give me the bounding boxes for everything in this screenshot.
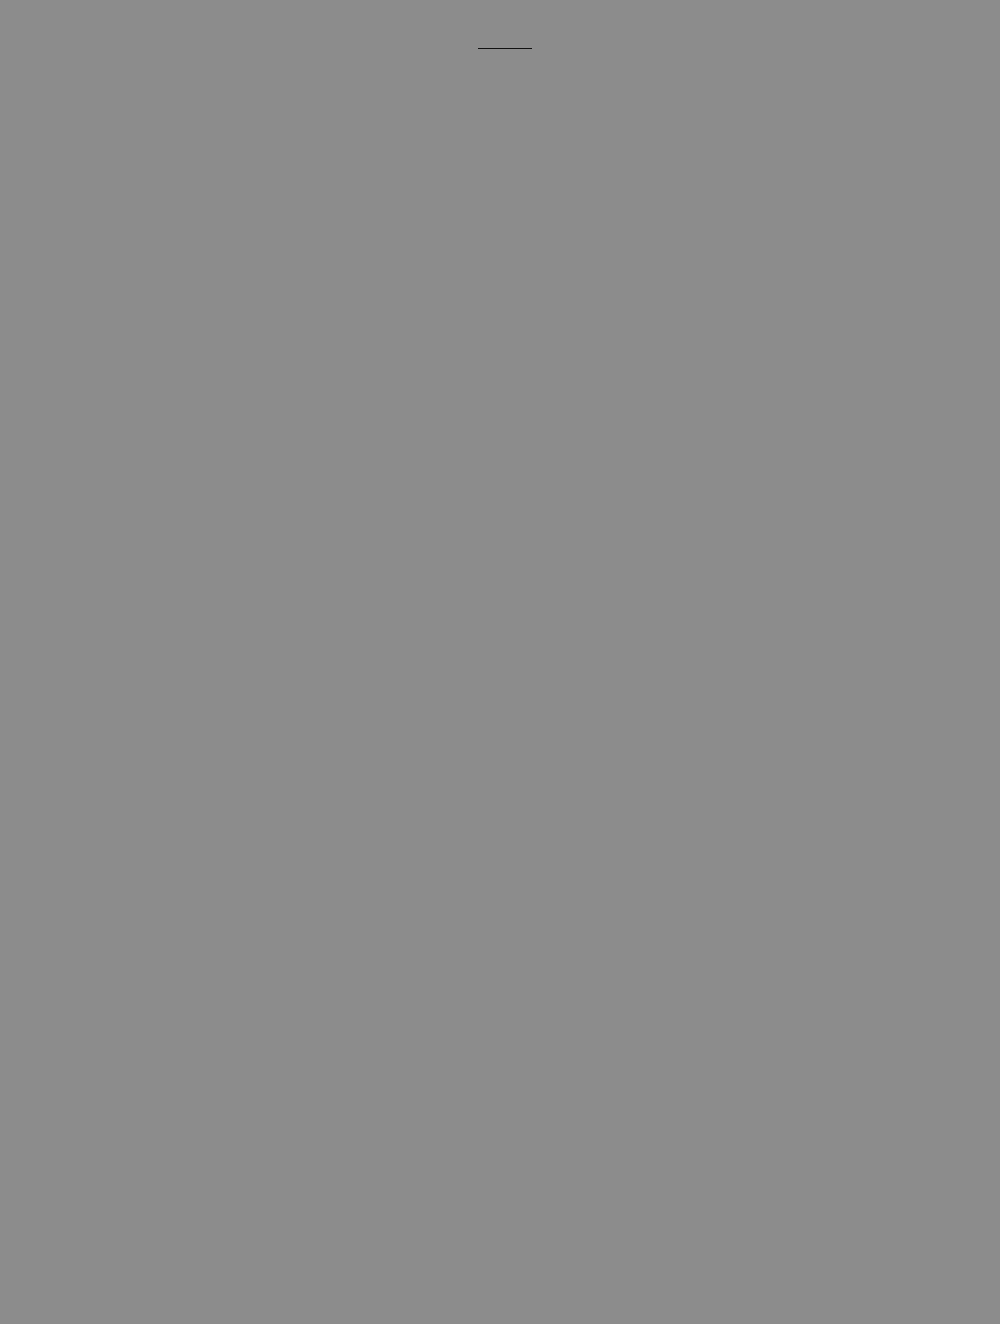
page-number-rule <box>478 48 532 49</box>
